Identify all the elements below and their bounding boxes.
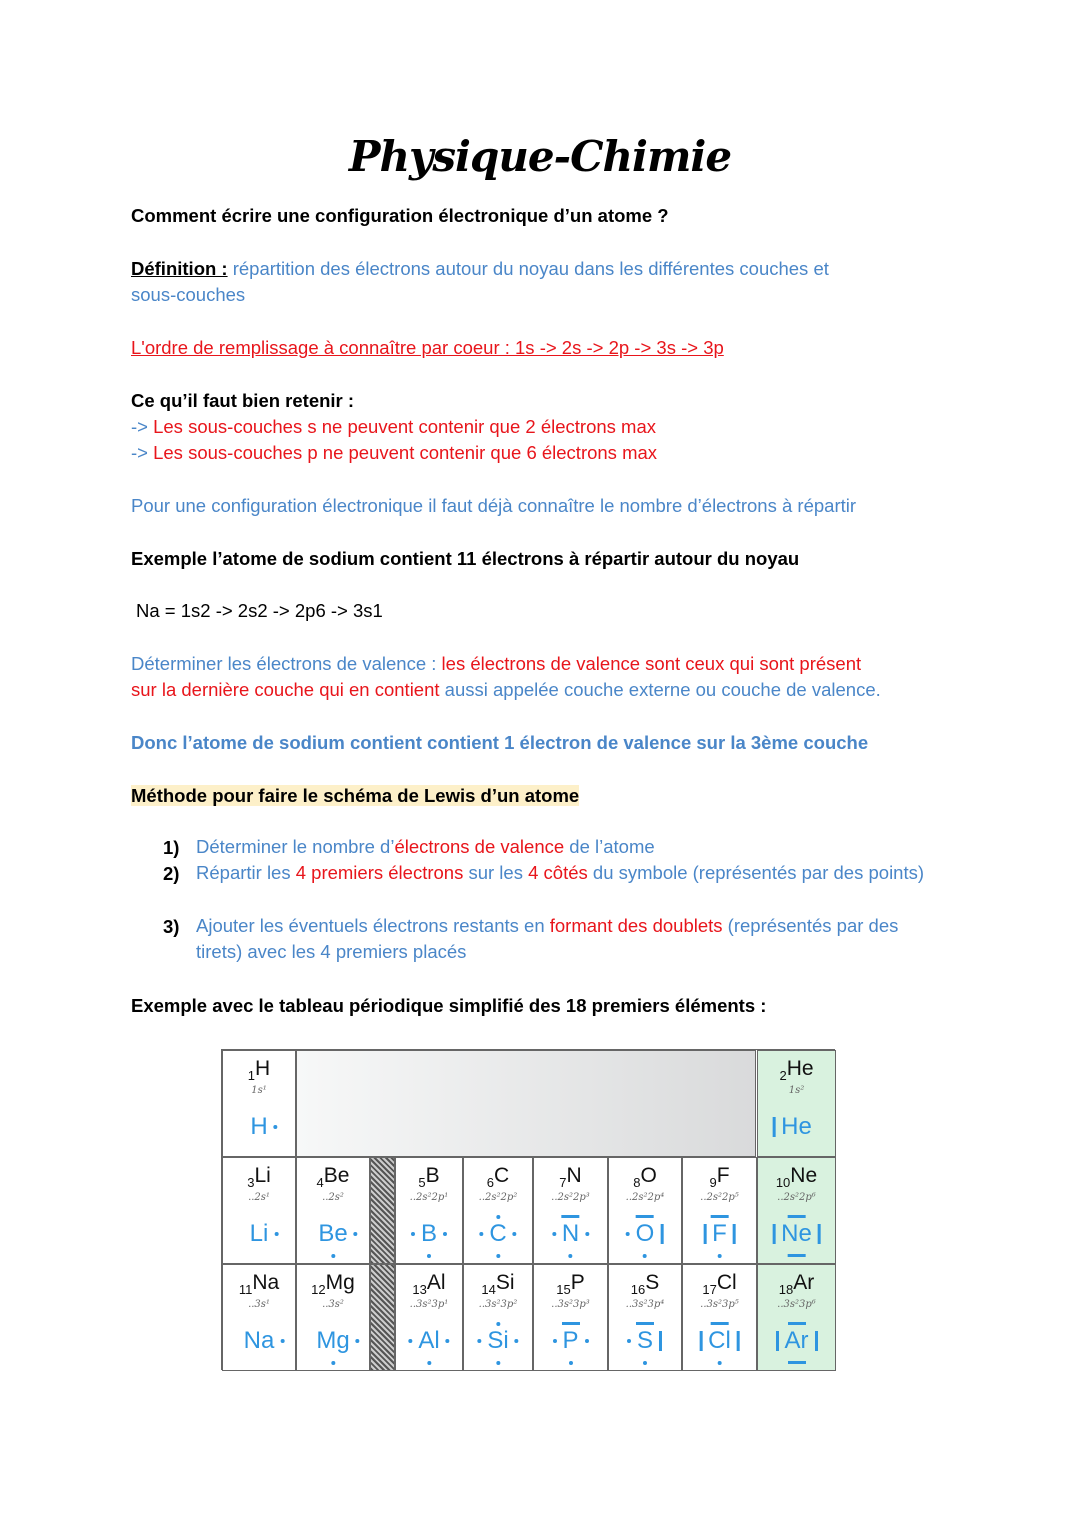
- symbol: O: [640, 1164, 657, 1187]
- lewis-structure: [550, 1212, 591, 1256]
- atomic-number: 10: [775, 1175, 791, 1191]
- lewis-structure: [550, 1319, 590, 1363]
- electron-config: ..2s²2p²: [478, 1192, 518, 1203]
- lewis-electron-dot: [427, 1254, 431, 1258]
- atomic-number: 1: [247, 1068, 256, 1084]
- lewis-doublet-bar: [636, 1215, 654, 1218]
- exemple-heading: Exemple l’atome de sodium contient 11 électrons à répartir autour du noyau: [131, 548, 800, 569]
- lewis-electron-dot: [408, 1339, 412, 1343]
- lewis-doublet-bar: [710, 1322, 728, 1325]
- symbol: B: [425, 1164, 440, 1187]
- symbol: N: [566, 1164, 582, 1187]
- retenir-heading: Ce qu’il faut bien retenir :: [131, 390, 355, 411]
- lewis-electron-dot: [569, 1254, 573, 1258]
- lewis-symbol: Na: [243, 1327, 275, 1354]
- lewis-doublet-bar: [788, 1254, 806, 1257]
- retenir-item: [131, 442, 657, 464]
- element-symbol: [396, 1164, 462, 1190]
- lewis-symbol: Ar: [784, 1327, 809, 1354]
- symbol: Li: [254, 1164, 271, 1187]
- lewis-electron-dot: [356, 1339, 360, 1343]
- element-cell-li: [222, 1157, 296, 1264]
- element-symbol: [683, 1271, 756, 1297]
- lewis-electron-dot: [643, 1361, 647, 1365]
- lewis-structure: [700, 1212, 739, 1256]
- element-cell-na: [222, 1264, 296, 1371]
- lewis-doublet-bar: [703, 1224, 706, 1244]
- arrow: ->: [131, 442, 148, 463]
- lewis-structure: [624, 1212, 667, 1256]
- element-symbol: [758, 1057, 835, 1083]
- element-symbol: [223, 1057, 295, 1083]
- lewis-symbol: Al: [418, 1327, 440, 1354]
- element-symbol: [223, 1271, 295, 1297]
- atomic-number: 7: [559, 1175, 567, 1191]
- electron-config: ..3s²3p⁵: [700, 1299, 739, 1310]
- atomic-number: 9: [709, 1175, 717, 1191]
- valence-b: les électrons de valence sont ceux qui sont présent: [441, 653, 862, 674]
- symbol: Be: [323, 1164, 350, 1187]
- atomic-number: 8: [633, 1175, 641, 1191]
- lewis-electron-dot: [626, 1232, 630, 1236]
- tableau-heading: Exemple avec le tableau périodique simplifié des 18 premiers éléments :: [131, 995, 767, 1016]
- table-gap: [296, 1050, 756, 1157]
- definition-text-2: sous-couches: [131, 284, 246, 305]
- lewis-symbol: S: [636, 1327, 654, 1354]
- element-cell-n: [533, 1157, 608, 1264]
- step-fragment: côtés: [538, 862, 588, 883]
- lewis-electron-dot: [496, 1254, 500, 1258]
- symbol: Na: [252, 1271, 280, 1294]
- hatched-separator: [370, 1157, 395, 1264]
- filling-order: L'ordre de remplissage à connaître par coeur : 1s -> 2s -> 2p -> 3s -> 3p: [131, 337, 724, 358]
- donc-text: Donc l’atome de sodium contient contient 1 électron de valence sur la 3ème couche: [131, 732, 869, 753]
- lewis-symbol: Cl: [708, 1327, 731, 1354]
- element-cell-mg: [296, 1264, 370, 1371]
- page-title: Physique-Chimie: [348, 132, 732, 181]
- electron-config: ..3s²3p³: [551, 1299, 590, 1310]
- lewis-electron-dot: [280, 1339, 284, 1343]
- lewis-structure: [238, 1212, 281, 1256]
- step-text: [196, 860, 926, 886]
- symbol: Ar: [793, 1271, 815, 1294]
- step-text: [196, 913, 926, 965]
- electron-config: ..2s²2p⁵: [700, 1192, 739, 1203]
- lewis-structure: [773, 1319, 821, 1363]
- symbol: Ne: [790, 1164, 818, 1187]
- lewis-doublet-bar: [636, 1322, 654, 1325]
- lewis-electron-dot: [446, 1339, 450, 1343]
- lewis-structure: [477, 1212, 518, 1256]
- lewis-symbol: F: [712, 1220, 727, 1247]
- step-fragment: (représentés par des tirets) avec les 4 premiers placés: [196, 915, 899, 962]
- step-number: 3): [163, 916, 180, 937]
- atomic-number: 12: [311, 1282, 326, 1298]
- lewis-symbol: Ne: [781, 1220, 812, 1247]
- lewis-electron-dot: [513, 1232, 517, 1236]
- element-cell-c: [463, 1157, 533, 1264]
- lewis-structure: [238, 1105, 279, 1149]
- lewis-structure: [475, 1319, 520, 1363]
- lewis-electron-dot: [496, 1215, 500, 1219]
- lewis-electron-dot: [427, 1361, 431, 1365]
- lewis-electron-dot: [643, 1254, 647, 1258]
- step-fragment: Ajouter les éventuels électrons restants en: [196, 915, 550, 936]
- atomic-number: 3: [247, 1175, 255, 1191]
- symbol: C: [494, 1164, 510, 1187]
- step-fragment: Déterminer le nombre d’: [196, 836, 395, 857]
- element-cell-h: [222, 1050, 296, 1157]
- lewis-structure: [406, 1319, 451, 1363]
- step-fragment: Répartir les: [196, 862, 296, 883]
- lewis-symbol: P: [562, 1327, 579, 1354]
- element-cell-o: [608, 1157, 682, 1264]
- element-symbol: [534, 1164, 607, 1190]
- electron-config: ..3s²3p⁶: [777, 1299, 816, 1310]
- lewis-symbol: Be: [318, 1220, 348, 1247]
- lewis-electron-dot: [496, 1361, 500, 1365]
- atomic-number: 11: [238, 1282, 253, 1298]
- atomic-number: 5: [418, 1175, 426, 1191]
- electron-config: ..2s²2p³: [551, 1192, 590, 1203]
- lewis-electron-dot: [552, 1339, 556, 1343]
- symbol: He: [786, 1057, 814, 1080]
- lewis-electron-dot: [585, 1339, 589, 1343]
- lewis-structure: [696, 1319, 743, 1363]
- lewis-doublet-bar: [772, 1224, 775, 1244]
- step-fragment: 4 premiers électrons: [295, 862, 464, 883]
- electron-config: ..3s¹: [248, 1299, 270, 1310]
- retenir-item: [131, 416, 656, 438]
- lewis-doublet-bar: [659, 1331, 662, 1351]
- definition-label: Définition :: [131, 258, 228, 279]
- lewis-electron-dot: [274, 1125, 278, 1129]
- lewis-structure: [304, 1319, 361, 1363]
- lewis-electron-dot: [627, 1339, 631, 1343]
- lewis-electron-dot: [354, 1232, 358, 1236]
- lewis-structure: [306, 1212, 359, 1256]
- lewis-symbol: Si: [487, 1327, 509, 1354]
- symbol: Si: [495, 1271, 515, 1294]
- element-cell-ar: [757, 1264, 836, 1371]
- element-cell-f: [682, 1157, 757, 1264]
- electron-config: ..2s²2p¹: [409, 1192, 449, 1203]
- element-cell-be: [296, 1157, 370, 1264]
- lewis-symbol: H: [250, 1113, 268, 1140]
- lewis-electron-dot: [443, 1232, 447, 1236]
- lewis-doublet-bar: [788, 1215, 806, 1218]
- lewis-symbol: N: [561, 1220, 580, 1247]
- lewis-symbol: O: [635, 1220, 655, 1247]
- step-number: 2): [163, 863, 180, 884]
- lewis-symbol: B: [420, 1220, 438, 1247]
- lewis-doublet-bar: [788, 1361, 806, 1364]
- question-heading: Comment écrire une configuration électronique d’un atome ?: [131, 205, 669, 226]
- lewis-structure: [409, 1212, 449, 1256]
- element-cell-si: [463, 1264, 533, 1371]
- lewis-electron-dot: [496, 1322, 500, 1326]
- electron-config: 1s¹: [251, 1085, 267, 1096]
- symbol: P: [570, 1271, 585, 1294]
- pour-text: Pour une configuration électronique il faut déjà connaître le nombre d’électrons à répartir: [131, 495, 857, 516]
- lewis-structure: [625, 1319, 665, 1363]
- atomic-number: 15: [556, 1282, 571, 1298]
- element-symbol: [223, 1164, 295, 1190]
- lewis-doublet-bar: [699, 1331, 702, 1351]
- electron-config: ..2s²2p⁶: [777, 1192, 816, 1203]
- electron-config: ..2s²: [322, 1192, 344, 1203]
- step-fragment: de l’atome: [564, 836, 655, 857]
- lewis-electron-dot: [331, 1361, 335, 1365]
- lewis-doublet-bar: [818, 1224, 821, 1244]
- valence-d: aussi appelée couche externe ou couche de valence.: [439, 679, 881, 700]
- atomic-number: 17: [702, 1282, 717, 1298]
- lewis-doublet-bar: [562, 1215, 580, 1218]
- electron-config: ..3s²3p¹: [409, 1299, 449, 1310]
- lewis-symbol: Li: [249, 1220, 269, 1247]
- symbol: F: [716, 1164, 730, 1187]
- lewis-structure: [232, 1319, 287, 1363]
- lewis-doublet-bar: [737, 1331, 740, 1351]
- valence-c: sur la dernière couche qui en contient: [131, 679, 440, 700]
- valence-line-2: [131, 679, 881, 701]
- valence-line-1: [131, 653, 861, 675]
- na-config: Na = 1s2 -> 2s2 -> 2p6 -> 3s1: [136, 600, 383, 621]
- step-number: 1): [163, 837, 180, 858]
- lewis-doublet-bar: [776, 1331, 779, 1351]
- element-symbol: [297, 1164, 369, 1190]
- electron-config: ..3s²3p⁴: [625, 1299, 665, 1310]
- lewis-doublet-bar: [561, 1322, 579, 1325]
- lewis-electron-dot: [479, 1232, 483, 1236]
- lewis-symbol: He: [781, 1113, 812, 1140]
- lewis-electron-dot: [568, 1361, 572, 1365]
- symbol: H: [255, 1057, 271, 1080]
- lewis-structure: [769, 1105, 824, 1149]
- atomic-number: 4: [316, 1175, 324, 1191]
- electron-config: ..2s²2p⁴: [625, 1192, 665, 1203]
- element-cell-cl: [682, 1264, 757, 1371]
- lewis-doublet-bar: [660, 1224, 663, 1244]
- arrow: ->: [131, 416, 148, 437]
- lewis-doublet-bar: [815, 1331, 818, 1351]
- lewis-electron-dot: [274, 1232, 278, 1236]
- electron-config: ..2s¹: [248, 1192, 270, 1203]
- symbol: S: [645, 1271, 660, 1294]
- lewis-structure: [769, 1212, 824, 1256]
- element-symbol: [396, 1271, 462, 1297]
- lewis-doublet-bar: [710, 1215, 728, 1218]
- element-symbol: [758, 1271, 835, 1297]
- step-fragment: électrons de valence: [394, 836, 565, 857]
- atomic-number: 13: [412, 1282, 427, 1298]
- step-fragment: du symbole (représentés par des points): [587, 862, 925, 883]
- element-symbol: [464, 1164, 532, 1190]
- element-cell-al: [395, 1264, 463, 1371]
- periodic-table: [221, 1049, 835, 1370]
- symbol: Cl: [716, 1271, 737, 1294]
- symbol: Mg: [325, 1271, 355, 1294]
- atomic-number: 6: [486, 1175, 495, 1191]
- step-fragment: sur les: [463, 862, 529, 883]
- lewis-symbol: Mg: [316, 1327, 350, 1354]
- element-symbol: [609, 1271, 681, 1297]
- electron-config: ..3s²: [322, 1299, 344, 1310]
- methode-text: Méthode pour faire le schéma de Lewis d’un atome: [131, 785, 580, 806]
- lewis-electron-dot: [477, 1339, 481, 1343]
- lewis-symbol: C: [489, 1220, 507, 1247]
- element-symbol: [297, 1271, 369, 1297]
- element-symbol: [534, 1271, 607, 1297]
- step-fragment: formant des doublets: [549, 915, 723, 936]
- element-cell-ne: [757, 1157, 836, 1264]
- retenir-text: Les sous-couches p ne peuvent contenir que 6 électrons max: [153, 442, 658, 463]
- methode-heading: [131, 785, 579, 807]
- atomic-number: 16: [630, 1282, 646, 1298]
- element-symbol: [464, 1271, 532, 1297]
- lewis-electron-dot: [331, 1254, 335, 1258]
- element-symbol: [683, 1164, 756, 1190]
- atomic-number: 2: [779, 1068, 787, 1084]
- symbol: Al: [426, 1271, 446, 1294]
- definition: [131, 258, 829, 280]
- lewis-doublet-bar: [733, 1224, 736, 1244]
- lewis-electron-dot: [515, 1339, 519, 1343]
- atomic-number: 14: [481, 1282, 496, 1298]
- lewis-electron-dot: [411, 1232, 415, 1236]
- lewis-doublet-bar: [772, 1117, 775, 1137]
- electron-config: ..3s²3p²: [478, 1299, 518, 1310]
- element-cell-p: [533, 1264, 608, 1371]
- lewis-electron-dot: [585, 1232, 589, 1236]
- step-text: [196, 834, 926, 860]
- definition-text: répartition des électrons autour du noyau dans les différentes couches et: [227, 258, 829, 279]
- retenir-text: Les sous-couches s ne peuvent contenir que 2 électrons max: [153, 416, 656, 437]
- valence-a: Déterminer les électrons de valence :: [131, 653, 442, 674]
- atomic-number: 18: [778, 1282, 794, 1298]
- lewis-doublet-bar: [788, 1322, 806, 1325]
- element-symbol: [758, 1164, 835, 1190]
- electron-config: 1s²: [788, 1085, 805, 1096]
- step-fragment: 4: [528, 862, 539, 883]
- element-cell-s: [608, 1264, 682, 1371]
- lewis-electron-dot: [717, 1254, 721, 1258]
- element-cell-he: [757, 1050, 836, 1157]
- lewis-electron-dot: [717, 1361, 721, 1365]
- hatched-separator: [370, 1264, 395, 1371]
- element-cell-b: [395, 1157, 463, 1264]
- lewis-electron-dot: [552, 1232, 556, 1236]
- element-symbol: [609, 1164, 681, 1190]
